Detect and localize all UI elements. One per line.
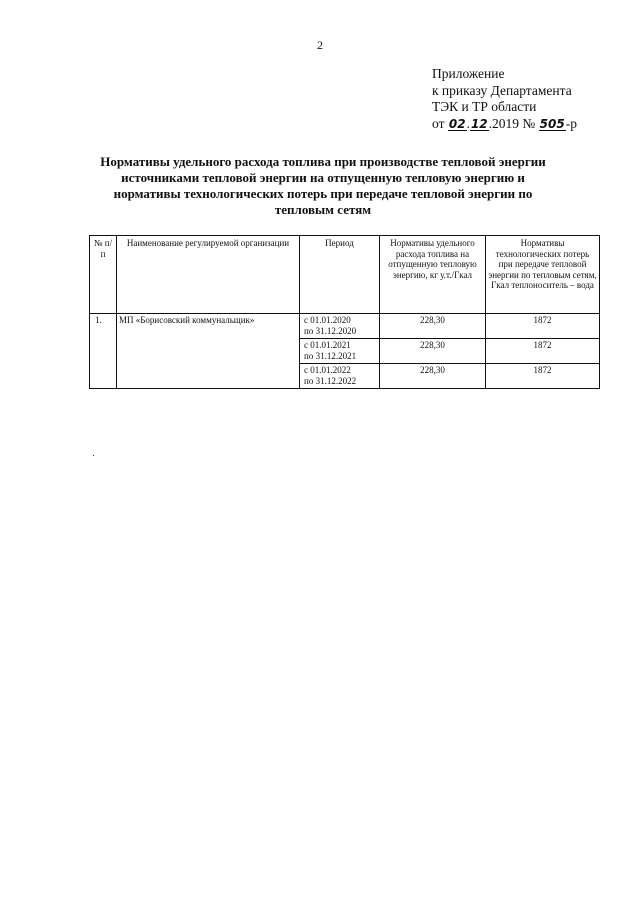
appendix-line-3: ТЭК и ТР области — [432, 99, 537, 114]
period-from: с 01.01.2022 — [304, 365, 351, 375]
organization-name: МП «Борисовский коммунальщик» — [117, 314, 300, 389]
appendix-date-line — [432, 116, 577, 133]
period-cell — [300, 314, 380, 339]
date-prefix: от — [432, 115, 445, 131]
handwritten-order-number: 505 — [539, 116, 565, 131]
norms-table — [89, 235, 600, 389]
appendix-line-2: к приказу Департамента — [432, 82, 572, 98]
table-row — [90, 314, 600, 339]
period-to: по 31.12.2020 — [304, 325, 357, 336]
table-header-row — [90, 236, 600, 314]
fuel-norm-value: 228,30 — [380, 364, 486, 389]
row-number: 1. — [90, 314, 117, 389]
handwritten-day: 02 — [448, 116, 466, 131]
scan-speck — [93, 455, 94, 456]
header-fuel-norm: Нормативы удельного расхода топлива на отпущенную тепловую энергию, кг у.т./Гкал — [380, 236, 486, 314]
date-separator: . — [466, 115, 470, 131]
period-to: по 31.12.2021 — [304, 350, 357, 361]
date-year: .2019 № — [488, 115, 536, 131]
handwritten-month: 12 — [470, 116, 488, 131]
fuel-norm-value: 228,30 — [380, 339, 486, 364]
loss-norm-value: 1872 — [486, 364, 600, 389]
fuel-norm-value: 228,30 — [380, 314, 486, 339]
loss-norm-value: 1872 — [486, 339, 600, 364]
document-title: Нормативы удельного расхода топлива при производстве тепловой энергии источниками тепловой энергии на отпущенную тепловую энергию и нормативы технологических потерь при передаче тепловой энергии по тепловым сетям — [100, 154, 546, 217]
page-number: 2 — [317, 38, 323, 52]
period-from: с 01.01.2021 — [304, 340, 351, 350]
period-cell — [300, 364, 380, 389]
loss-norm-value: 1872 — [486, 314, 600, 339]
header-organization: Наименование регулируемой организации — [117, 236, 300, 314]
appendix-line-1: Приложение — [432, 66, 505, 81]
appendix-block — [432, 66, 577, 132]
period-cell — [300, 339, 380, 364]
header-number: № п/п — [90, 236, 117, 314]
period-from: с 01.01.2020 — [304, 315, 351, 325]
order-suffix: -р — [565, 115, 577, 131]
period-to: по 31.12.2022 — [304, 375, 357, 386]
header-loss-norm: Нормативы технологических потерь при передаче тепловой энергии по тепловым сетям, Гкал теплоноситель – вода — [486, 236, 600, 314]
header-period: Период — [300, 236, 380, 314]
